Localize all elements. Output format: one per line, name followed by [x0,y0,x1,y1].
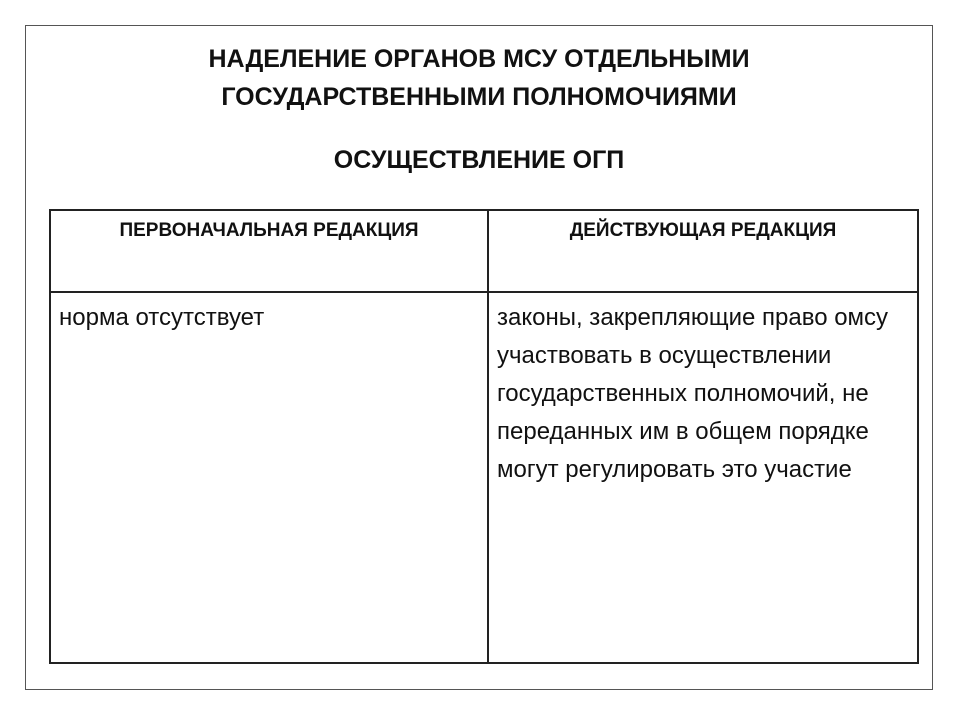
cell-current-edition: законы, закрепляющие право омсу участвовать в осуществлении государственных полномочий, не переданных им в общем порядке могут регулировать это участие [488,292,918,663]
cell-original-edition: норма отсутствует [50,292,488,663]
title-line-1: НАДЕЛЕНИЕ ОРГАНОВ МСУ ОТДЕЛЬНЫМИ [208,45,750,73]
header-current-edition: ДЕЙСТВУЮЩАЯ РЕДАКЦИЯ [488,210,918,292]
header-original-edition: ПЕРВОНАЧАЛЬНАЯ РЕДАКЦИЯ [50,210,488,292]
slide-subtitle: ОСУЩЕСТВЛЕНИЕ ОГП [333,146,625,174]
table-row [50,292,918,663]
title-line-2: ГОСУДАРСТВЕННЫМИ ПОЛНОМОЧИЯМИ [221,83,737,111]
slide-title [26,40,932,116]
comparison-table [49,209,919,664]
table-header-row [50,210,918,292]
slide-frame [25,25,933,690]
